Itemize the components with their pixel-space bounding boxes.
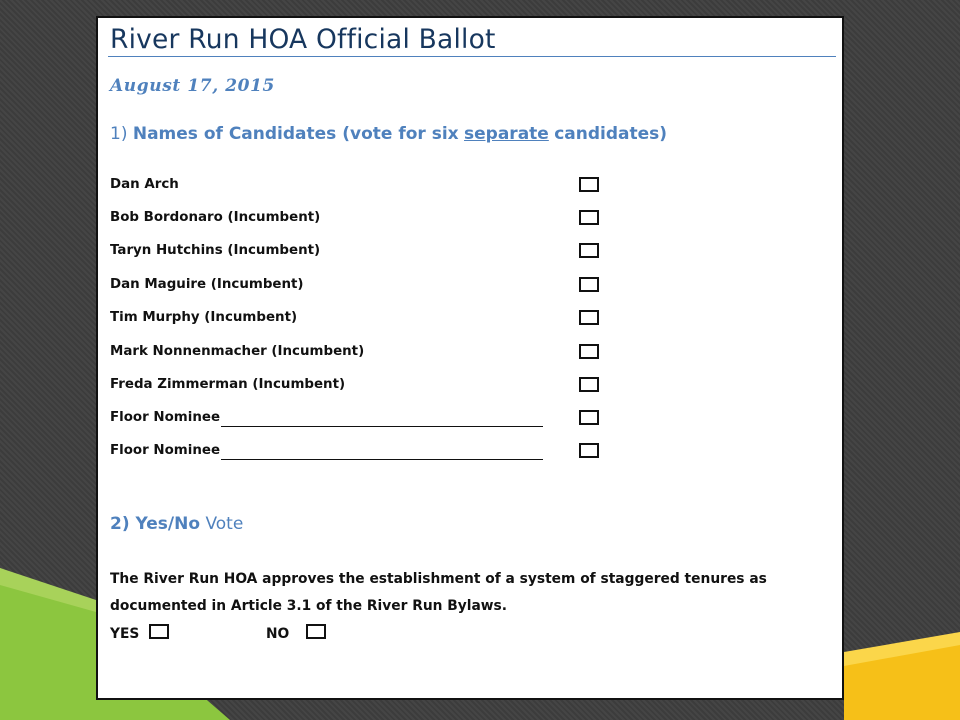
floor-nominee-label: Floor Nominee [110, 443, 221, 458]
candidate-name: Dan Maguire (Incumbent) [110, 277, 304, 292]
floor-nominee-write-in-line[interactable] [221, 447, 543, 460]
no-checkbox[interactable] [306, 624, 326, 639]
candidate-checkbox[interactable] [579, 277, 599, 292]
candidate-checkbox[interactable] [579, 344, 599, 359]
no-label: NO [266, 626, 290, 642]
floor-nominee-label: Floor Nominee [110, 410, 221, 425]
floor-nominee-checkbox[interactable] [579, 443, 599, 458]
candidate-checkbox[interactable] [579, 377, 599, 392]
section-2-text: Vote [205, 514, 244, 534]
section-1-text-end: candidates) [554, 124, 668, 144]
section-2-heading [110, 514, 243, 534]
referendum-statement: The River Run HOA approves the establishment of a system of staggered tenures as documented in Article 3.1 of the River Run Bylaws. [110, 571, 767, 614]
candidate-name: Tim Murphy (Incumbent) [110, 310, 298, 325]
candidate-name: Dan Arch [110, 177, 179, 192]
section-1-number: 1) [110, 124, 128, 144]
floor-nominee-checkbox[interactable] [579, 410, 599, 425]
ballot-date: August 17, 2015 [110, 76, 275, 96]
yes-label: YES [110, 626, 140, 642]
candidate-name: Freda Zimmerman (Incumbent) [110, 377, 346, 392]
candidate-checkbox[interactable] [579, 210, 599, 225]
title-rule [108, 56, 836, 57]
candidate-checkbox[interactable] [579, 310, 599, 325]
section-1-heading [110, 124, 667, 144]
ballot-title: River Run HOA Official Ballot [110, 24, 496, 55]
section-1-text: Names of Candidates (vote for six [132, 124, 459, 144]
ballot-document [96, 16, 844, 700]
floor-nominee-row [110, 442, 543, 460]
candidate-name: Mark Nonnenmacher (Incumbent) [110, 344, 365, 359]
candidate-name: Bob Bordonaro (Incumbent) [110, 210, 321, 225]
candidate-name: Taryn Hutchins (Incumbent) [110, 243, 321, 258]
candidate-checkbox[interactable] [579, 177, 599, 192]
section-2-number: 2) Yes/No [110, 514, 201, 534]
candidate-checkbox[interactable] [579, 243, 599, 258]
floor-nominee-write-in-line[interactable] [221, 414, 543, 427]
section-1-underlined: separate [464, 124, 549, 144]
yes-checkbox[interactable] [149, 624, 169, 639]
floor-nominee-row [110, 409, 543, 427]
